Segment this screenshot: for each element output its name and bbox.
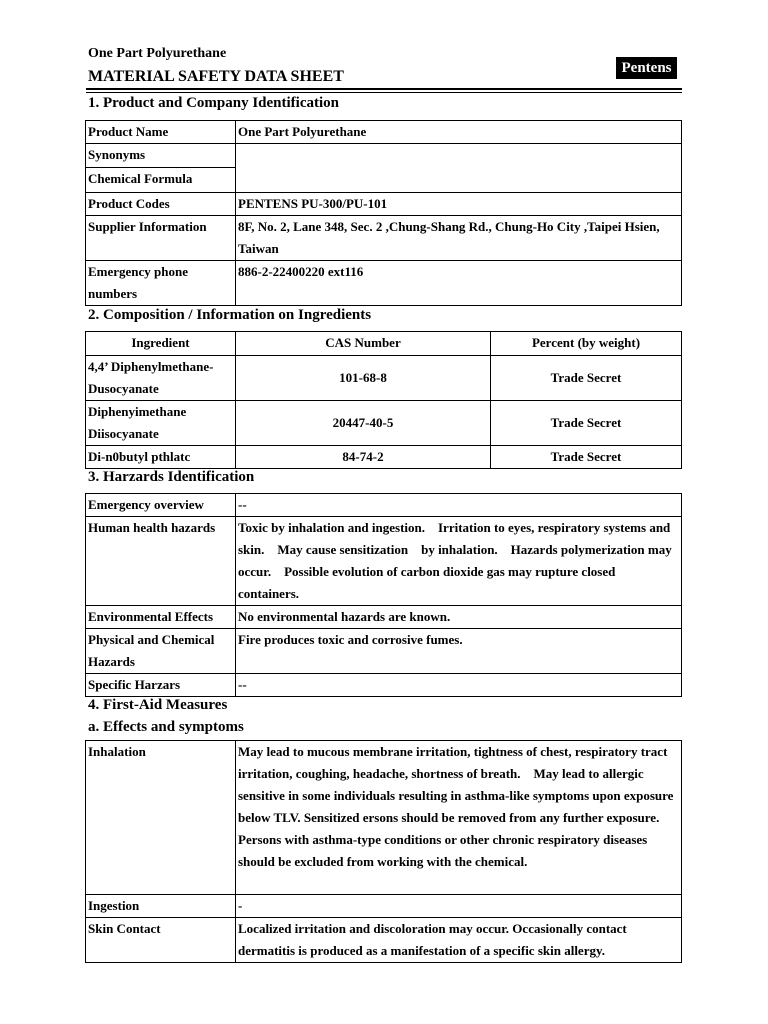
row-label: Synonyms xyxy=(86,144,236,168)
table-row xyxy=(86,446,682,469)
table-row xyxy=(86,261,682,306)
row-label: Human health hazards xyxy=(86,517,236,606)
table-row xyxy=(86,193,682,216)
table-header-row xyxy=(86,332,682,356)
ingredient-name: 4,4’ Diphenylmethane-Dusocyanate xyxy=(86,356,236,401)
row-label: Supplier Information xyxy=(86,216,236,261)
row-label: Emergency phone numbers xyxy=(86,261,236,306)
row-value: One Part Polyurethane xyxy=(236,121,682,144)
row-value: Toxic by inhalation and ingestion. Irritation to eyes, respiratory systems and skin. May cause sensitization by inhalation. Hazards polymerization may occur. Possible evolution of carbon dioxide gas may rupture closed containers. xyxy=(236,517,682,606)
document-title: MATERIAL SAFETY DATA SHEET xyxy=(88,68,344,85)
row-label: Chemical Formula xyxy=(86,168,236,193)
ingredient-name: Diphenyimethane Diisocyanate xyxy=(86,401,236,446)
table-row xyxy=(86,517,682,606)
row-label: Inhalation xyxy=(86,741,236,895)
table-row xyxy=(86,895,682,918)
row-label: Product Codes xyxy=(86,193,236,216)
table-row xyxy=(86,741,682,895)
row-value xyxy=(236,144,682,193)
row-value: 886-2-22400220 ext116 xyxy=(236,261,682,306)
row-value: - xyxy=(236,895,682,918)
row-label: Skin Contact xyxy=(86,918,236,963)
row-value: -- xyxy=(236,494,682,517)
pentens-logo: Pentens xyxy=(616,57,677,79)
column-header-cas: CAS Number xyxy=(236,332,491,356)
table-row xyxy=(86,494,682,517)
column-header-percent: Percent (by weight) xyxy=(491,332,682,356)
table-row xyxy=(86,629,682,674)
section-4a-subtitle: a. Effects and symptoms xyxy=(88,719,244,735)
cas-number: 101-68-8 xyxy=(236,356,491,401)
row-label: Emergency overview xyxy=(86,494,236,517)
composition-table xyxy=(85,331,682,469)
table-row xyxy=(86,401,682,446)
first-aid-table xyxy=(85,740,682,963)
row-label: Specific Harzars xyxy=(86,674,236,697)
row-value: PENTENS PU-300/PU-101 xyxy=(236,193,682,216)
row-value: May lead to mucous membrane irritation, tightness of chest, respiratory tract irritation, coughing, headache, shortness of breath. May lead to allergic sensitive in some individuals resulting in asthma-like symptoms upon exposure below TLV. Sensitized ersons should be removed from any further exposure. Persons with asthma-type conditions or other chronic respiratory diseases should be excluded from working with the chemical. xyxy=(236,741,682,895)
row-value: Localized irritation and discoloration may occur. Occasionally contact dermatitis is produced as a manifestation of a specific skin allergy. xyxy=(236,918,682,963)
product-subtitle: One Part Polyurethane xyxy=(88,46,227,61)
cas-number: 84-74-2 xyxy=(236,446,491,469)
table-row xyxy=(86,216,682,261)
row-label: Product Name xyxy=(86,121,236,144)
table-row xyxy=(86,144,682,168)
ingredient-name: Di-n0butyl pthlatc xyxy=(86,446,236,469)
percent-value: Trade Secret xyxy=(491,401,682,446)
percent-value: Trade Secret xyxy=(491,446,682,469)
section-1-title: 1. Product and Company Identification xyxy=(88,95,340,111)
row-label: Ingestion xyxy=(86,895,236,918)
row-value: -- xyxy=(236,674,682,697)
header-rule-thin xyxy=(86,92,682,93)
row-value: 8F, No. 2, Lane 348, Sec. 2 ,Chung-Shang Rd., Chung-Ho City ,Taipei Hsien, Taiwan xyxy=(236,216,682,261)
table-row xyxy=(86,918,682,963)
table-row xyxy=(86,674,682,697)
cas-number: 20447-40-5 xyxy=(236,401,491,446)
table-row xyxy=(86,356,682,401)
header-rule xyxy=(86,88,682,90)
product-identification-table xyxy=(85,120,682,306)
row-value: No environmental hazards are known. xyxy=(236,606,682,629)
row-label: Environmental Effects xyxy=(86,606,236,629)
hazards-table xyxy=(85,493,682,697)
section-2-title: 2. Composition / Information on Ingredients xyxy=(88,307,372,323)
table-row xyxy=(86,606,682,629)
section-4-title: 4. First-Aid Measures xyxy=(88,697,228,713)
section-3-title: 3. Harzards Identification xyxy=(88,469,255,485)
percent-value: Trade Secret xyxy=(491,356,682,401)
column-header-ingredient: Ingredient xyxy=(86,332,236,356)
row-label: Physical and Chemical Hazards xyxy=(86,629,236,674)
row-value: Fire produces toxic and corrosive fumes. xyxy=(236,629,682,674)
table-row xyxy=(86,121,682,144)
